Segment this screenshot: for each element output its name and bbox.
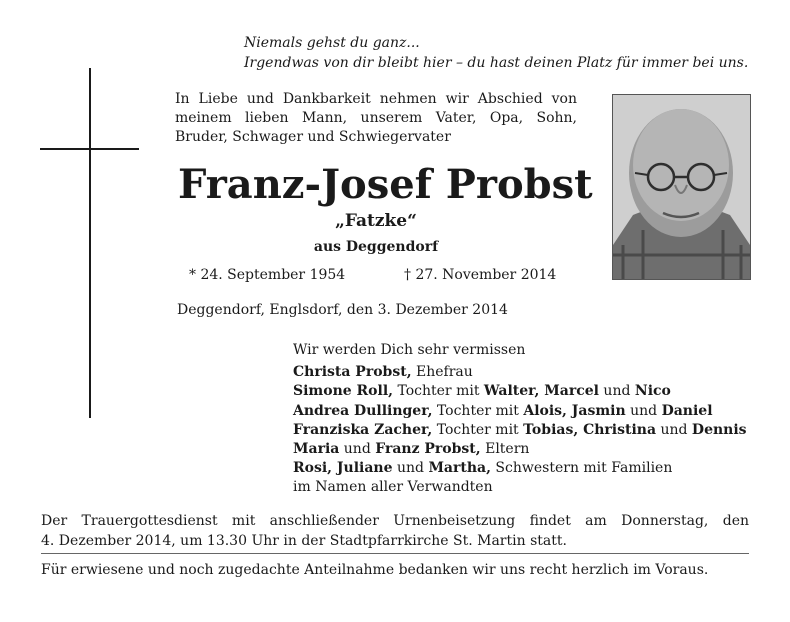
intro-line-2: meinem lieben Mann, unserem Vater, Opa, Sohn,	[175, 110, 577, 126]
divider	[41, 553, 749, 554]
portrait-photo	[612, 94, 751, 280]
deceased-origin: aus Deggendorf	[313, 239, 439, 255]
mourners-list	[293, 341, 747, 498]
service-line-1: Der Trauergottesdienst mit anschließender Urnenbeisetzung findet am Donnerstag, den	[41, 513, 749, 529]
mourners-intro: Wir werden Dich sehr vermissen	[293, 342, 526, 358]
deceased-name: Franz-Josef Probst	[178, 161, 593, 208]
intro-line-1: In Liebe und Dankbarkeit nehmen wir Abschied von	[175, 91, 577, 107]
mourner-line: Christa Probst, Ehefrau	[293, 364, 473, 381]
place-date: Deggendorf, Englsdorf, den 3. Dezember 2014	[177, 302, 508, 318]
mourner-line: Simone Roll, Tochter mit Walter, Marcel und Nico	[293, 383, 671, 400]
mourner-line: im Namen aller Verwandten	[293, 479, 493, 496]
mourner-line: Maria und Franz Probst, Eltern	[293, 441, 530, 458]
portrait-image	[613, 95, 750, 279]
birth-date: * 24. September 1954	[189, 267, 346, 283]
motto	[244, 33, 748, 73]
intro-line-3: Bruder, Schwager und Schwiegervater	[175, 129, 451, 145]
deceased-nickname: „Fatzke“	[335, 211, 417, 231]
cross-icon-crossbar	[40, 148, 139, 150]
death-date: † 27. November 2014	[404, 267, 557, 283]
service-info	[41, 511, 749, 551]
motto-line-1: Niemals gehst du ganz...	[244, 35, 420, 51]
mourner-line: Andrea Dullinger, Tochter mit Alois, Jasmin und Daniel	[293, 402, 713, 419]
service-line-2: 4. Dezember 2014, um 13.30 Uhr in der Stadtpfarrkirche St. Martin statt.	[41, 533, 567, 549]
cross-icon	[89, 68, 91, 418]
intro-text	[175, 90, 577, 147]
thanks-text: Für erwiesene und noch zugedachte Anteilnahme bedanken wir uns recht herzlich im Voraus.	[41, 562, 709, 578]
mourner-line: Rosi, Juliane und Martha, Schwestern mit Familien	[293, 460, 673, 477]
mourner-line: Franziska Zacher, Tochter mit Tobias, Christina und Dennis	[293, 421, 747, 438]
motto-line-2: Irgendwas von dir bleibt hier – du hast deinen Platz für immer bei uns.	[244, 55, 749, 71]
